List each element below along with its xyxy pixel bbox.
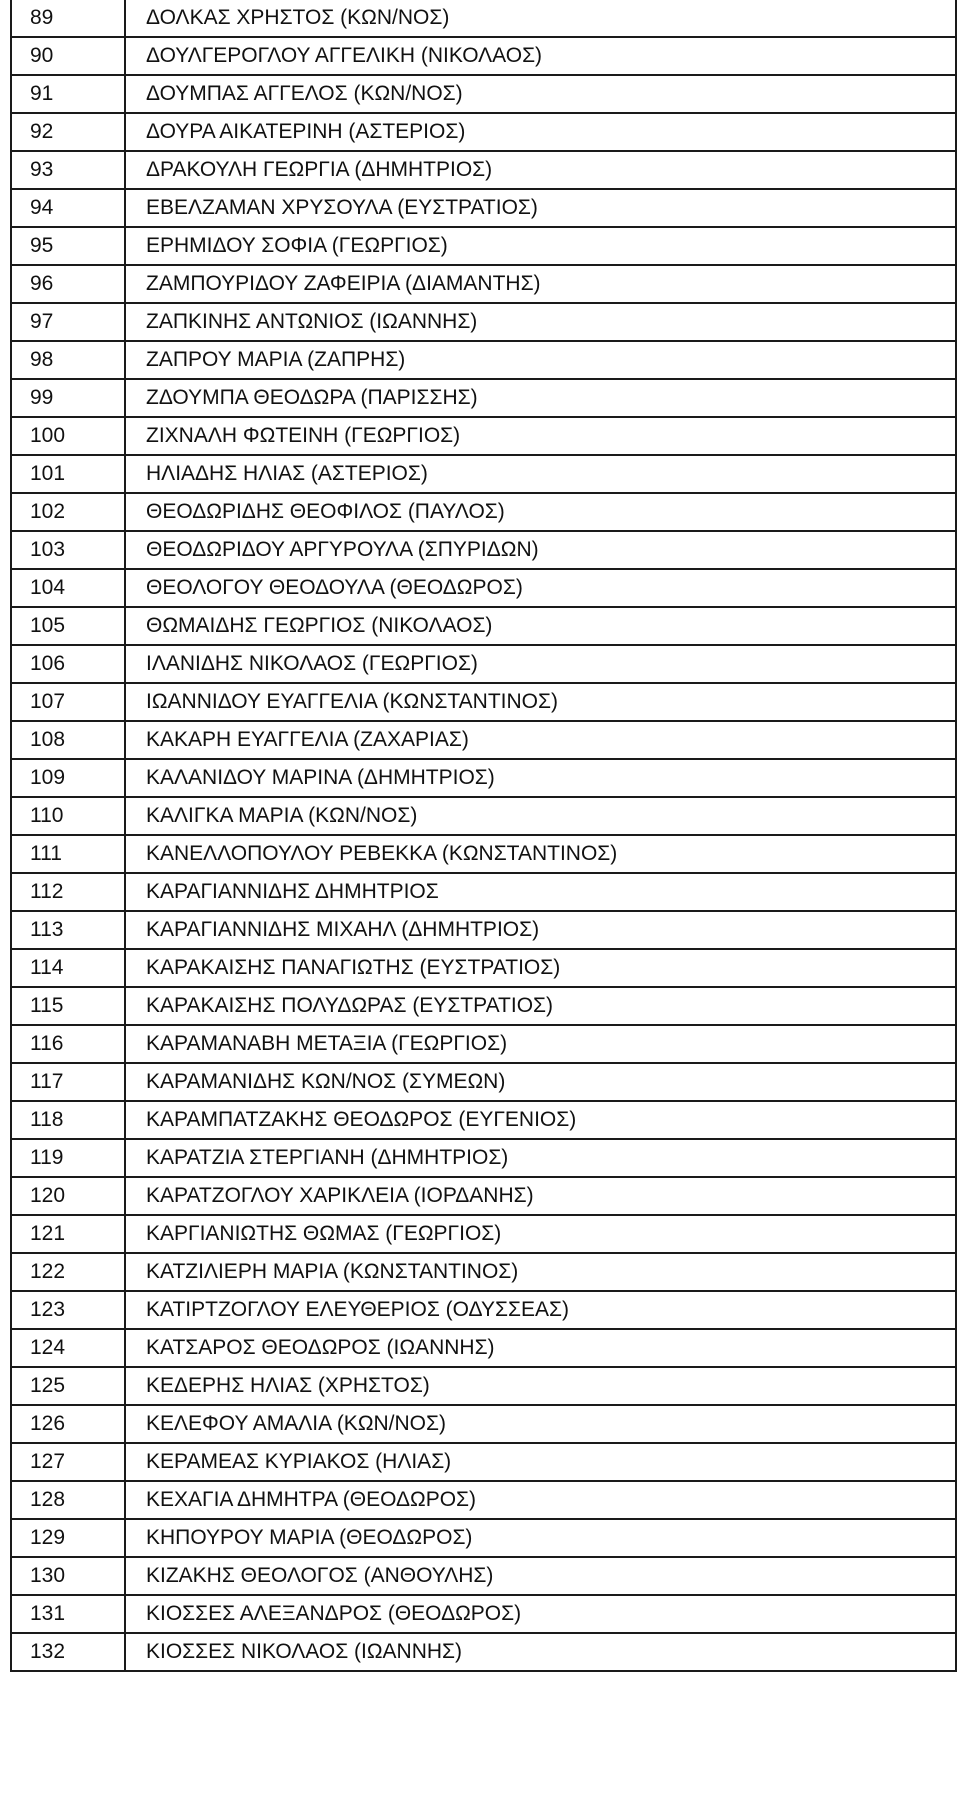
row-number-cell: 96: [11, 265, 125, 303]
table-row: [11, 1595, 956, 1633]
row-number-cell: 128: [11, 1481, 125, 1519]
table-row: [11, 873, 956, 911]
person-name-cell: ΚΑΛΙΓΚΑ ΜΑΡΙΑ (ΚΩΝ/ΝΟΣ): [125, 797, 956, 835]
table-row: [11, 645, 956, 683]
table-row: [11, 265, 956, 303]
row-number-cell: 121: [11, 1215, 125, 1253]
person-name-cell: ΚΑΡΑΤΖΟΓΛΟΥ ΧΑΡΙΚΛΕΙΑ (ΙΟΡΔΑΝΗΣ): [125, 1177, 956, 1215]
table-row: [11, 1329, 956, 1367]
row-number-cell: 109: [11, 759, 125, 797]
table-row: [11, 1253, 956, 1291]
row-number-cell: 97: [11, 303, 125, 341]
person-name-cell: ΚΑΚΑΡΗ ΕΥΑΓΓΕΛΙΑ (ΖΑΧΑΡΙΑΣ): [125, 721, 956, 759]
table-row: [11, 417, 956, 455]
roster-body: [11, 0, 956, 1671]
row-number-cell: 114: [11, 949, 125, 987]
table-row: [11, 1025, 956, 1063]
person-name-cell: ΚΗΠΟΥΡΟΥ ΜΑΡΙΑ (ΘΕΟΔΩΡΟΣ): [125, 1519, 956, 1557]
person-name-cell: ΘΩΜΑΙΔΗΣ ΓΕΩΡΓΙΟΣ (ΝΙΚΟΛΑΟΣ): [125, 607, 956, 645]
person-name-cell: ΚΑΡΑΜΑΝΙΔΗΣ ΚΩΝ/ΝΟΣ (ΣΥΜΕΩΝ): [125, 1063, 956, 1101]
person-name-cell: ΘΕΟΔΩΡΙΔΗΣ ΘΕΟΦΙΛΟΣ (ΠΑΥΛΟΣ): [125, 493, 956, 531]
table-row: [11, 1177, 956, 1215]
person-name-cell: ΗΛΙΑΔΗΣ ΗΛΙΑΣ (ΑΣΤΕΡΙΟΣ): [125, 455, 956, 493]
person-name-cell: ΙΩΑΝΝΙΔΟΥ ΕΥΑΓΓΕΛΙΑ (ΚΩΝΣΤΑΝΤΙΝΟΣ): [125, 683, 956, 721]
person-name-cell: ΔΟΥΛΓΕΡΟΓΛΟΥ ΑΓΓΕΛΙΚΗ (ΝΙΚΟΛΑΟΣ): [125, 37, 956, 75]
row-number-cell: 100: [11, 417, 125, 455]
person-name-cell: ΚΑΤΣΑΡΟΣ ΘΕΟΔΩΡΟΣ (ΙΩΑΝΝΗΣ): [125, 1329, 956, 1367]
table-row: [11, 607, 956, 645]
row-number-cell: 93: [11, 151, 125, 189]
table-row: [11, 113, 956, 151]
person-name-cell: ΚΑΡΑΓΙΑΝΝΙΔΗΣ ΜΙΧΑΗΛ (ΔΗΜΗΤΡΙΟΣ): [125, 911, 956, 949]
person-name-cell: ΚΑΡΑΜΠΑΤΖΑΚΗΣ ΘΕΟΔΩΡΟΣ (ΕΥΓΕΝΙΟΣ): [125, 1101, 956, 1139]
person-name-cell: ΕΡΗΜΙΔΟΥ ΣΟΦΙΑ (ΓΕΩΡΓΙΟΣ): [125, 227, 956, 265]
row-number-cell: 108: [11, 721, 125, 759]
table-row: [11, 1291, 956, 1329]
person-name-cell: ΘΕΟΔΩΡΙΔΟΥ ΑΡΓΥΡΟΥΛΑ (ΣΠΥΡΙΔΩΝ): [125, 531, 956, 569]
row-number-cell: 118: [11, 1101, 125, 1139]
person-name-cell: ΚΑΤΙΡΤΖΟΓΛΟΥ ΕΛΕΥΘΕΡΙΟΣ (ΟΔΥΣΣΕΑΣ): [125, 1291, 956, 1329]
table-row: [11, 797, 956, 835]
person-name-cell: ΚΙΟΣΣΕΣ ΑΛΕΞΑΝΔΡΟΣ (ΘΕΟΔΩΡΟΣ): [125, 1595, 956, 1633]
table-row: [11, 1633, 956, 1671]
row-number-cell: 126: [11, 1405, 125, 1443]
person-name-cell: ΕΒΕΛΖΑΜΑΝ ΧΡΥΣΟΥΛΑ (ΕΥΣΤΡΑΤΙΟΣ): [125, 189, 956, 227]
row-number-cell: 98: [11, 341, 125, 379]
table-row: [11, 1405, 956, 1443]
row-number-cell: 89: [11, 0, 125, 37]
table-row: [11, 341, 956, 379]
person-name-cell: ΚΑΡΑΚΑΙΣΗΣ ΠΟΛΥΔΩΡΑΣ (ΕΥΣΤΡΑΤΙΟΣ): [125, 987, 956, 1025]
table-row: [11, 0, 956, 37]
table-row: [11, 75, 956, 113]
table-row: [11, 1101, 956, 1139]
row-number-cell: 112: [11, 873, 125, 911]
row-number-cell: 95: [11, 227, 125, 265]
table-row: [11, 151, 956, 189]
person-name-cell: ΙΛΑΝΙΔΗΣ ΝΙΚΟΛΑΟΣ (ΓΕΩΡΓΙΟΣ): [125, 645, 956, 683]
person-name-cell: ΚΑΡΑΚΑΙΣΗΣ ΠΑΝΑΓΙΩΤΗΣ (ΕΥΣΤΡΑΤΙΟΣ): [125, 949, 956, 987]
roster-table: [10, 0, 957, 1672]
person-name-cell: ΖΑΠΚΙΝΗΣ ΑΝΤΩΝΙΟΣ (ΙΩΑΝΝΗΣ): [125, 303, 956, 341]
row-number-cell: 99: [11, 379, 125, 417]
row-number-cell: 94: [11, 189, 125, 227]
row-number-cell: 107: [11, 683, 125, 721]
row-number-cell: 106: [11, 645, 125, 683]
table-row: [11, 1519, 956, 1557]
table-row: [11, 303, 956, 341]
row-number-cell: 120: [11, 1177, 125, 1215]
person-name-cell: ΚΑΛΑΝΙΔΟΥ ΜΑΡΙΝΑ (ΔΗΜΗΤΡΙΟΣ): [125, 759, 956, 797]
person-name-cell: ΚΑΡΑΓΙΑΝΝΙΔΗΣ ΔΗΜΗΤΡΙΟΣ: [125, 873, 956, 911]
row-number-cell: 124: [11, 1329, 125, 1367]
table-row: [11, 1215, 956, 1253]
person-name-cell: ΚΑΡΑΤΖΙΑ ΣΤΕΡΓΙΑΝΗ (ΔΗΜΗΤΡΙΟΣ): [125, 1139, 956, 1177]
table-row: [11, 721, 956, 759]
person-name-cell: ΖΑΜΠΟΥΡΙΔΟΥ ΖΑΦΕΙΡΙΑ (ΔΙΑΜΑΝΤΗΣ): [125, 265, 956, 303]
table-row: [11, 1139, 956, 1177]
row-number-cell: 129: [11, 1519, 125, 1557]
table-row: [11, 683, 956, 721]
table-row: [11, 379, 956, 417]
row-number-cell: 116: [11, 1025, 125, 1063]
person-name-cell: ΚΕΛΕΦΟΥ ΑΜΑΛΙΑ (ΚΩΝ/ΝΟΣ): [125, 1405, 956, 1443]
row-number-cell: 91: [11, 75, 125, 113]
person-name-cell: ΚΙΟΣΣΕΣ ΝΙΚΟΛΑΟΣ (ΙΩΑΝΝΗΣ): [125, 1633, 956, 1671]
row-number-cell: 105: [11, 607, 125, 645]
table-row: [11, 531, 956, 569]
row-number-cell: 103: [11, 531, 125, 569]
person-name-cell: ΖΔΟΥΜΠΑ ΘΕΟΔΩΡΑ (ΠΑΡΙΣΣΗΣ): [125, 379, 956, 417]
table-row: [11, 1481, 956, 1519]
person-name-cell: ΔΟΛΚΑΣ ΧΡΗΣΤΟΣ (ΚΩΝ/ΝΟΣ): [125, 0, 956, 37]
table-row: [11, 37, 956, 75]
row-number-cell: 117: [11, 1063, 125, 1101]
table-row: [11, 949, 956, 987]
table-row: [11, 455, 956, 493]
person-name-cell: ΚΑΝΕΛΛΟΠΟΥΛΟΥ ΡΕΒΕΚΚΑ (ΚΩΝΣΤΑΝΤΙΝΟΣ): [125, 835, 956, 873]
table-row: [11, 1557, 956, 1595]
person-name-cell: ΖΙΧΝΑΛΗ ΦΩΤΕΙΝΗ (ΓΕΩΡΓΙΟΣ): [125, 417, 956, 455]
row-number-cell: 130: [11, 1557, 125, 1595]
row-number-cell: 102: [11, 493, 125, 531]
row-number-cell: 122: [11, 1253, 125, 1291]
person-name-cell: ΔΟΥΜΠΑΣ ΑΓΓΕΛΟΣ (ΚΩΝ/ΝΟΣ): [125, 75, 956, 113]
row-number-cell: 115: [11, 987, 125, 1025]
row-number-cell: 123: [11, 1291, 125, 1329]
person-name-cell: ΚΕΧΑΓΙΑ ΔΗΜΗΤΡΑ (ΘΕΟΔΩΡΟΣ): [125, 1481, 956, 1519]
table-row: [11, 911, 956, 949]
table-row: [11, 1443, 956, 1481]
table-row: [11, 493, 956, 531]
table-row: [11, 569, 956, 607]
row-number-cell: 119: [11, 1139, 125, 1177]
row-number-cell: 125: [11, 1367, 125, 1405]
row-number-cell: 110: [11, 797, 125, 835]
row-number-cell: 132: [11, 1633, 125, 1671]
row-number-cell: 131: [11, 1595, 125, 1633]
row-number-cell: 113: [11, 911, 125, 949]
table-row: [11, 227, 956, 265]
row-number-cell: 90: [11, 37, 125, 75]
table-row: [11, 1367, 956, 1405]
table-row: [11, 1063, 956, 1101]
person-name-cell: ΔΡΑΚΟΥΛΗ ΓΕΩΡΓΙΑ (ΔΗΜΗΤΡΙΟΣ): [125, 151, 956, 189]
row-number-cell: 104: [11, 569, 125, 607]
table-row: [11, 189, 956, 227]
table-row: [11, 987, 956, 1025]
person-name-cell: ΚΕΡΑΜΕΑΣ ΚΥΡΙΑΚΟΣ (ΗΛΙΑΣ): [125, 1443, 956, 1481]
person-name-cell: ΚΑΡΑΜΑΝΑΒΗ ΜΕΤΑΞΙΑ (ΓΕΩΡΓΙΟΣ): [125, 1025, 956, 1063]
table-row: [11, 759, 956, 797]
person-name-cell: ΚΑΡΓΙΑΝΙΩΤΗΣ ΘΩΜΑΣ (ΓΕΩΡΓΙΟΣ): [125, 1215, 956, 1253]
person-name-cell: ΔΟΥΡΑ ΑΙΚΑΤΕΡΙΝΗ (ΑΣΤΕΡΙΟΣ): [125, 113, 956, 151]
row-number-cell: 92: [11, 113, 125, 151]
table-row: [11, 835, 956, 873]
person-name-cell: ΚΑΤΖΙΛΙΕΡΗ ΜΑΡΙΑ (ΚΩΝΣΤΑΝΤΙΝΟΣ): [125, 1253, 956, 1291]
row-number-cell: 111: [11, 835, 125, 873]
person-name-cell: ΚΙΖΑΚΗΣ ΘΕΟΛΟΓΟΣ (ΑΝΘΟΥΛΗΣ): [125, 1557, 956, 1595]
person-name-cell: ΖΑΠΡΟΥ ΜΑΡΙΑ (ΖΑΠΡΗΣ): [125, 341, 956, 379]
row-number-cell: 101: [11, 455, 125, 493]
row-number-cell: 127: [11, 1443, 125, 1481]
person-name-cell: ΘΕΟΛΟΓΟΥ ΘΕΟΔΟΥΛΑ (ΘΕΟΔΩΡΟΣ): [125, 569, 956, 607]
person-name-cell: ΚΕΔΕΡΗΣ ΗΛΙΑΣ (ΧΡΗΣΤΟΣ): [125, 1367, 956, 1405]
